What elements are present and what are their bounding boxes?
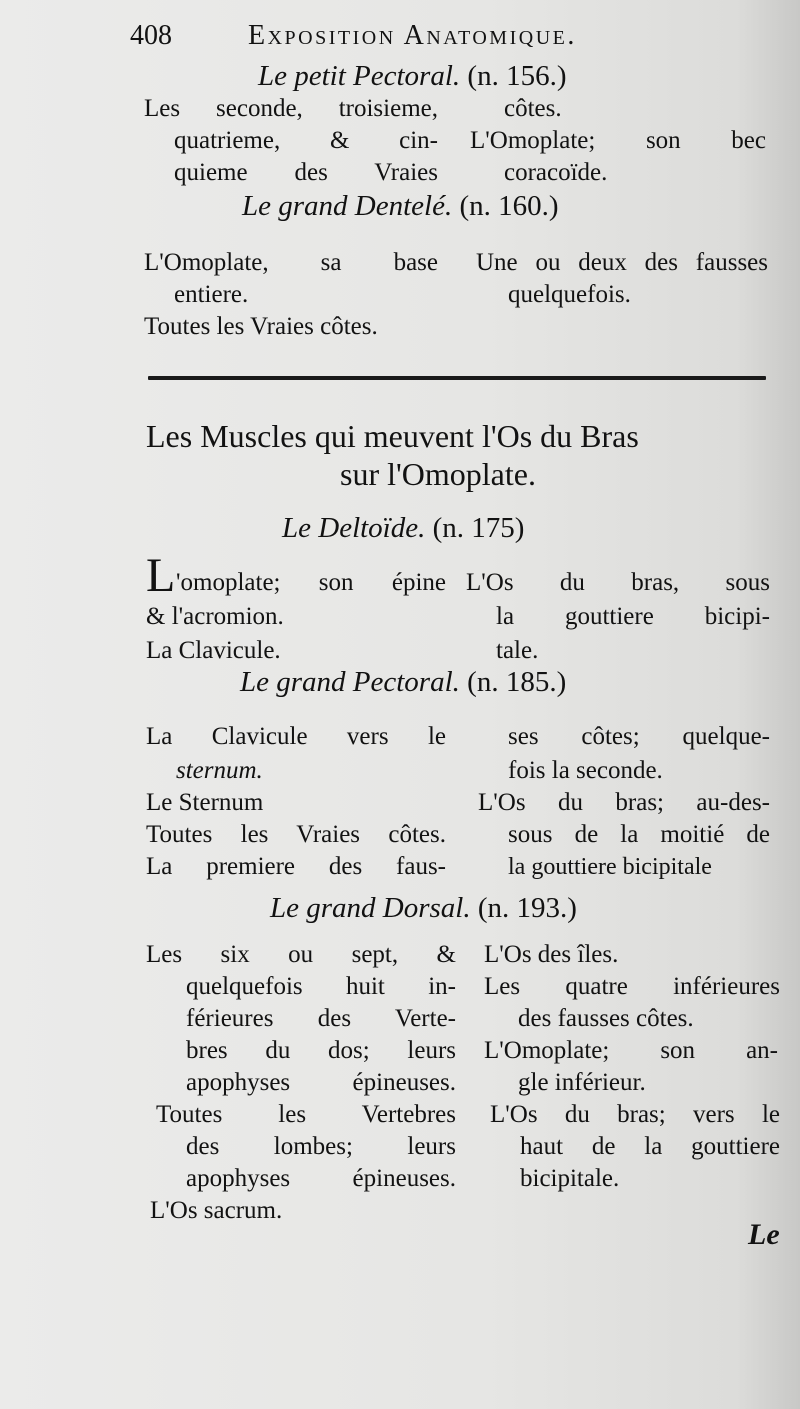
- insertion-line: ses côtes; quelque-: [508, 723, 770, 750]
- insertion-line: des fausses côtes.: [518, 1005, 694, 1032]
- page-number: 408: [130, 20, 172, 51]
- insertion-line: bicipitale.: [520, 1165, 620, 1192]
- origin-line: Toutes les Vraies côtes.: [144, 313, 378, 340]
- origin-line: Toutes les Vraies côtes.: [146, 821, 446, 848]
- origin-line: & l'acromion.: [146, 603, 284, 630]
- insertion-line: la gouttiere bicipi-: [496, 603, 770, 630]
- drop-cap: L: [146, 549, 176, 602]
- section-title-deltoide: Le Deltoïde. (n. 175): [282, 512, 525, 544]
- origin-line: apophyses épineuses.: [186, 1069, 456, 1096]
- insertion-line: côtes.: [504, 95, 562, 122]
- insertion-line: coracoïde.: [504, 159, 608, 186]
- insertion-line: Une ou deux des fausses: [476, 249, 768, 276]
- origin-line: Les seconde, troisieme,: [144, 95, 438, 122]
- section-divider-rule: [148, 376, 766, 380]
- insertion-line: tale.: [496, 637, 539, 664]
- chapter-heading-line2: sur l'Omoplate.: [340, 456, 536, 492]
- section-title-petit-pectoral: Le petit Pectoral. (n. 156.): [258, 60, 567, 92]
- origin-line: L'Omoplate, sa base: [144, 249, 438, 276]
- insertion-line: haut de la gouttiere: [520, 1133, 780, 1160]
- running-title: Exposition Anatomique.: [248, 20, 577, 51]
- origin-line: quelquefois huit in-: [186, 973, 456, 1000]
- insertion-line: L'Omoplate; son an-: [484, 1037, 778, 1064]
- insertion-line: gle inférieur.: [518, 1069, 646, 1096]
- insertion-line: sous de la moitié de: [508, 821, 770, 848]
- page-header: [130, 14, 690, 58]
- insertion-line: quelquefois.: [508, 281, 631, 308]
- section-title-grand-pectoral: Le grand Pectoral. (n. 185.): [240, 666, 567, 698]
- insertion-line: L'Omoplate; son bec: [470, 127, 766, 154]
- origin-line: Toutes les Vertebres: [156, 1101, 456, 1128]
- origin-line: bres du dos; leurs: [186, 1037, 456, 1064]
- catchword: Le: [748, 1218, 780, 1251]
- insertion-line: la gouttiere bicipitale: [508, 854, 712, 880]
- insertion-line: L'Os du bras; vers le: [490, 1101, 780, 1128]
- origin-line: La Clavicule.: [146, 637, 281, 664]
- origin-line: Les six ou sept, &: [146, 941, 456, 968]
- origin-line: 'omoplate; son épine: [176, 569, 446, 596]
- section-title-grand-dorsal: Le grand Dorsal. (n. 193.): [270, 892, 577, 924]
- origin-line: sternum.: [176, 757, 263, 784]
- origin-line: La Clavicule vers le: [146, 723, 446, 750]
- insertion-line: Les quatre inférieures: [484, 973, 780, 1000]
- insertion-line: fois la seconde.: [508, 757, 663, 784]
- origin-line: La premiere des faus-: [146, 853, 446, 880]
- origin-line: quatrieme, & cin-: [174, 127, 438, 154]
- insertion-line: L'Os des îles.: [484, 941, 619, 968]
- insertion-line: L'Os du bras; au-des-: [478, 789, 770, 816]
- origin-line: quieme des Vraies: [174, 159, 438, 186]
- origin-line: apophyses épineuses.: [186, 1165, 456, 1192]
- origin-line: entiere.: [174, 281, 249, 308]
- section-title-grand-dentele: Le grand Dentelé. (n. 160.): [242, 190, 559, 222]
- insertion-line: L'Os du bras, sous: [466, 569, 770, 596]
- origin-line: des lombes; leurs: [186, 1133, 456, 1160]
- chapter-heading: Les Muscles qui meuvent l'Os du Bras: [146, 418, 639, 454]
- origin-line: férieures des Verte-: [186, 1005, 456, 1032]
- origin-line: Le Sternum: [146, 789, 264, 816]
- origin-line: L'Os sacrum.: [150, 1197, 283, 1224]
